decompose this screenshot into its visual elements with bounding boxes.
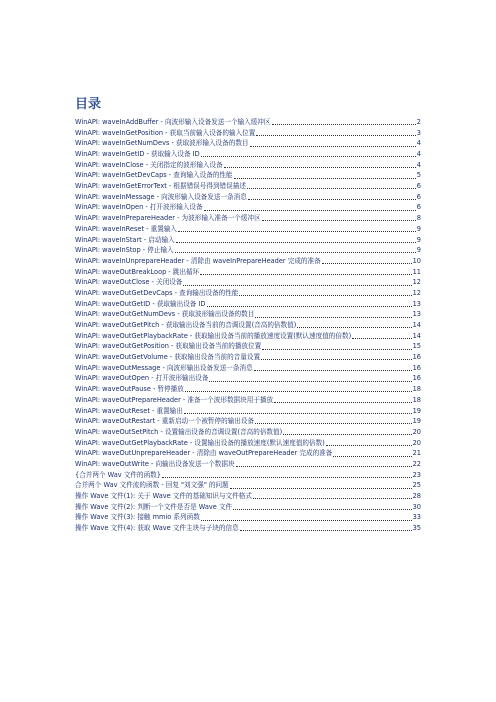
toc-page-number: 13	[412, 310, 421, 319]
dot-leader	[333, 456, 411, 457]
dot-leader	[176, 242, 416, 243]
toc-entry[interactable]	[75, 170, 421, 181]
toc-entry[interactable]	[75, 309, 421, 320]
toc-entry-text: WinAPI: waveOutUnprepareHeader - 清除由 waveOutPrepareHeader 完成的准备	[75, 449, 333, 458]
toc-page-number: 28	[412, 492, 421, 501]
dot-leader	[175, 252, 416, 253]
toc-entry[interactable]	[75, 288, 421, 299]
dot-leader	[326, 445, 412, 446]
toc-page-number: 14	[412, 321, 421, 330]
dot-leader	[250, 146, 416, 147]
dot-leader	[253, 498, 412, 499]
toc-entry[interactable]	[75, 117, 421, 128]
dot-leader	[184, 413, 412, 414]
dot-leader	[262, 220, 416, 221]
toc-list	[75, 117, 421, 534]
dot-leader	[209, 381, 411, 382]
toc-entry-text: WinAPI: waveOutGetPlaybackRate - 获取输出设备当前的播放速度设置(默认速度值的倍数)	[75, 331, 352, 340]
toc-page-number: 4	[416, 150, 421, 159]
dot-leader	[262, 349, 411, 350]
toc-entry[interactable]	[75, 363, 421, 374]
toc-page-number: 35	[412, 524, 421, 533]
dot-leader	[255, 317, 411, 318]
toc-entry-text: WinAPI: waveInPrepareHeader - 为波形输入准备一个缓冲区	[75, 214, 261, 223]
toc-entry[interactable]	[75, 299, 421, 310]
toc-entry-text: 操作 Wave 文件(3): 接触 mmio 系列函数	[75, 513, 200, 522]
toc-entry[interactable]	[75, 406, 421, 417]
toc-page-number: 16	[412, 374, 421, 383]
toc-entry[interactable]	[75, 341, 421, 352]
toc-page-number: 30	[412, 502, 421, 511]
toc-page-number: 20	[412, 438, 421, 447]
dot-leader	[261, 359, 412, 360]
toc-page-number: 10	[412, 256, 421, 265]
dot-leader	[352, 338, 411, 339]
toc-entry-text: WinAPI: waveOutGetVolume - 获取输出设备当前的音量设置	[75, 353, 261, 362]
dot-leader	[201, 156, 416, 157]
toc-entry-text: 操作 Wave 文件(2): 判断一个文件是否是 Wave 文件	[75, 502, 233, 511]
toc-page-number: 4	[416, 139, 421, 148]
toc-entry-text: WinAPI: waveInOpen - 打开波形输入设备	[75, 203, 203, 212]
toc-entry[interactable]	[75, 448, 421, 459]
toc-page-number: 23	[412, 470, 421, 479]
dot-leader	[274, 402, 411, 403]
toc-page-number: 19	[412, 417, 421, 426]
toc-entry[interactable]	[75, 427, 421, 438]
toc-entry-text: WinAPI: waveOutGetPitch - 获取输出设备当前的音调设置(音高的倍数值)	[75, 321, 297, 330]
toc-entry-text: WinAPI: waveOutBreakLoop - 跳出循环	[75, 267, 200, 276]
toc-entry-text: WinAPI: waveOutGetPosition - 获取输出设备当前的播放位置	[75, 342, 262, 351]
toc-entry[interactable]	[75, 470, 421, 481]
toc-page-number: 9	[416, 224, 421, 233]
dot-leader	[254, 370, 412, 371]
toc-entry[interactable]	[75, 416, 421, 427]
toc-entry-text: WinAPI: waveInGetPosition - 获取当前输入设备的输入位置	[75, 128, 256, 137]
toc-entry[interactable]	[75, 459, 421, 470]
toc-entry[interactable]	[75, 374, 421, 385]
toc-entry[interactable]	[75, 512, 421, 523]
toc-entry-text: 操作 Wave 文件(1): 关于 Wave 文件的基础知识与文件格式	[75, 492, 252, 501]
toc-page-number: 16	[412, 353, 421, 362]
dot-leader	[240, 530, 412, 531]
toc-page-number: 12	[412, 288, 421, 297]
dot-leader	[201, 520, 412, 521]
dot-leader	[183, 285, 411, 286]
toc-entry[interactable]	[75, 235, 421, 246]
toc-entry[interactable]	[75, 160, 421, 171]
toc-entry-text: WinAPI: waveInGetDevCaps - 查询输入设备的性能	[75, 171, 233, 180]
toc-entry-text: WinAPI: waveOutGetID - 获取输出设备 ID	[75, 299, 206, 308]
toc-page-number: 9	[416, 235, 421, 244]
toc-entry[interactable]	[75, 277, 421, 288]
toc-entry-text: WinAPI: waveInAddBuffer - 向波形输入设备发送一个输入缓冲区	[75, 117, 271, 126]
toc-entry-text: 合并两个 Wav 文件流的函数 - 回复 "刘文强" 的问题	[75, 481, 229, 490]
toc-entry-text: {合并两个 Wav 文件的函数}	[75, 470, 161, 479]
toc-entry-text: WinAPI: waveInStart - 启动输入	[75, 235, 175, 244]
toc-entry[interactable]	[75, 438, 421, 449]
toc-entry[interactable]	[75, 203, 421, 214]
toc-entry[interactable]	[75, 491, 421, 502]
toc-entry[interactable]	[75, 480, 421, 491]
toc-page-number: 33	[412, 513, 421, 522]
toc-entry[interactable]	[75, 138, 421, 149]
toc-page-number: 13	[412, 299, 421, 308]
toc-page-number: 14	[412, 331, 421, 340]
toc-entry-text: WinAPI: waveOutWrite - 向输出设备发送一个数据块	[75, 459, 235, 468]
toc-page-number: 11	[412, 267, 421, 276]
dot-leader	[207, 306, 412, 307]
toc-entry-text: WinAPI: waveOutSetPitch - 设置输出设备的音调设置(音高的倍数值)	[75, 427, 283, 436]
toc-entry-text: WinAPI: waveInUnprepareHeader - 清除由 waveInPrepareHeader 完成的准备	[75, 256, 321, 265]
dot-leader	[256, 135, 415, 136]
toc-entry[interactable]	[75, 192, 421, 203]
toc-page-number: 6	[416, 182, 421, 191]
toc-entry-text: WinAPI: waveInGetNumDevs - 获取波形输入设备的数目	[75, 139, 249, 148]
toc-page-number: 6	[416, 203, 421, 212]
dot-leader	[162, 477, 412, 478]
toc-entry[interactable]	[75, 352, 421, 363]
dot-leader	[283, 434, 411, 435]
toc-page-number: 8	[416, 214, 421, 223]
dot-leader	[247, 188, 416, 189]
dot-leader	[297, 327, 411, 328]
dot-leader	[239, 295, 411, 296]
toc-entry-text: WinAPI: waveOutGetDevCaps - 查询输出设备的性能	[75, 288, 239, 297]
toc-entry-text: WinAPI: waveOutClose - 关闭设备	[75, 278, 183, 287]
dot-leader	[233, 509, 411, 510]
toc-page-number: 2	[416, 117, 421, 126]
toc-entry-text: WinAPI: waveOutMessage - 向波形输出设备发送一条消息	[75, 363, 253, 372]
toc-entry-text: WinAPI: waveInMessage - 向波形输入设备发送一条消息	[75, 192, 247, 201]
toc-entry[interactable]	[75, 149, 421, 160]
dot-leader	[204, 210, 416, 211]
toc-page-number: 25	[412, 481, 421, 490]
toc-entry[interactable]	[75, 245, 421, 256]
toc-entry-text: 操作 Wave 文件(4): 获取 Wave 文件主块与子块的信息	[75, 524, 239, 533]
toc-entry[interactable]	[75, 320, 421, 331]
toc-entry-text: WinAPI: waveInReset - 重置输入	[75, 224, 178, 233]
toc-page-number: 9	[416, 246, 421, 255]
toc-entry-text: WinAPI: waveOutGetNumDevs - 获取波形输出设备的数目	[75, 310, 255, 319]
toc-page-number: 15	[412, 342, 421, 351]
dot-leader	[224, 167, 416, 168]
toc-entry[interactable]	[75, 224, 421, 235]
toc-entry[interactable]	[75, 523, 421, 534]
toc-page-number: 16	[412, 363, 421, 372]
toc-page-number: 18	[412, 385, 421, 394]
dot-leader	[322, 263, 412, 264]
toc-entry-text: WinAPI: waveInStop - 停止输入	[75, 246, 174, 255]
dot-leader	[234, 178, 416, 179]
toc-entry[interactable]	[75, 181, 421, 192]
toc-page-number: 3	[416, 128, 421, 137]
toc-page-number: 18	[412, 395, 421, 404]
toc-entry-text: WinAPI: waveOutGetPlaybackRate - 设置输出设备的播放速度(默认速度值的倍数)	[75, 438, 325, 447]
toc-page-number: 20	[412, 427, 421, 436]
dot-leader	[248, 199, 416, 200]
dot-leader	[255, 423, 412, 424]
toc-page-number: 22	[412, 459, 421, 468]
toc-entry[interactable]	[75, 502, 421, 513]
toc-entry[interactable]	[75, 213, 421, 224]
toc-page-number: 5	[416, 171, 421, 180]
toc-page-number: 19	[412, 406, 421, 415]
dot-leader	[200, 274, 411, 275]
dot-leader	[272, 124, 416, 125]
toc-entry[interactable]	[75, 128, 421, 139]
toc-entry-text: WinAPI: waveOutPrepareHeader - 准备一个波形数据块用于播放	[75, 395, 274, 404]
toc-entry-text: WinAPI: waveOutReset - 重置输出	[75, 406, 183, 415]
dot-leader	[185, 391, 412, 392]
dot-leader	[178, 231, 416, 232]
toc-entry-text: WinAPI: waveInGetID - 获取输入设备 ID	[75, 150, 200, 159]
toc-entry[interactable]	[75, 267, 421, 278]
toc-title: 目录	[75, 97, 102, 112]
toc-entry[interactable]	[75, 331, 421, 342]
toc-entry-text: WinAPI: waveInClose - 关闭指定的波形输入设备	[75, 160, 223, 169]
toc-page-number: 6	[416, 192, 421, 201]
toc-entry-text: WinAPI: waveOutPause - 暂停播放	[75, 385, 184, 394]
toc-page-number: 4	[416, 160, 421, 169]
dot-leader	[236, 466, 412, 467]
toc-entry-text: WinAPI: waveOutRestart - 重新启动一个被暂停的输出设备	[75, 417, 255, 426]
toc-page-number: 21	[412, 449, 421, 458]
toc-entry[interactable]	[75, 384, 421, 395]
toc-entry-text: WinAPI: waveOutOpen - 打开波形输出设备	[75, 374, 209, 383]
toc-entry[interactable]	[75, 395, 421, 406]
dot-leader	[230, 488, 412, 489]
toc-entry[interactable]	[75, 256, 421, 267]
toc-entry-text: WinAPI: waveInGetErrorText - 根据错误号得到错误描述	[75, 182, 246, 191]
toc-page-number: 12	[412, 278, 421, 287]
